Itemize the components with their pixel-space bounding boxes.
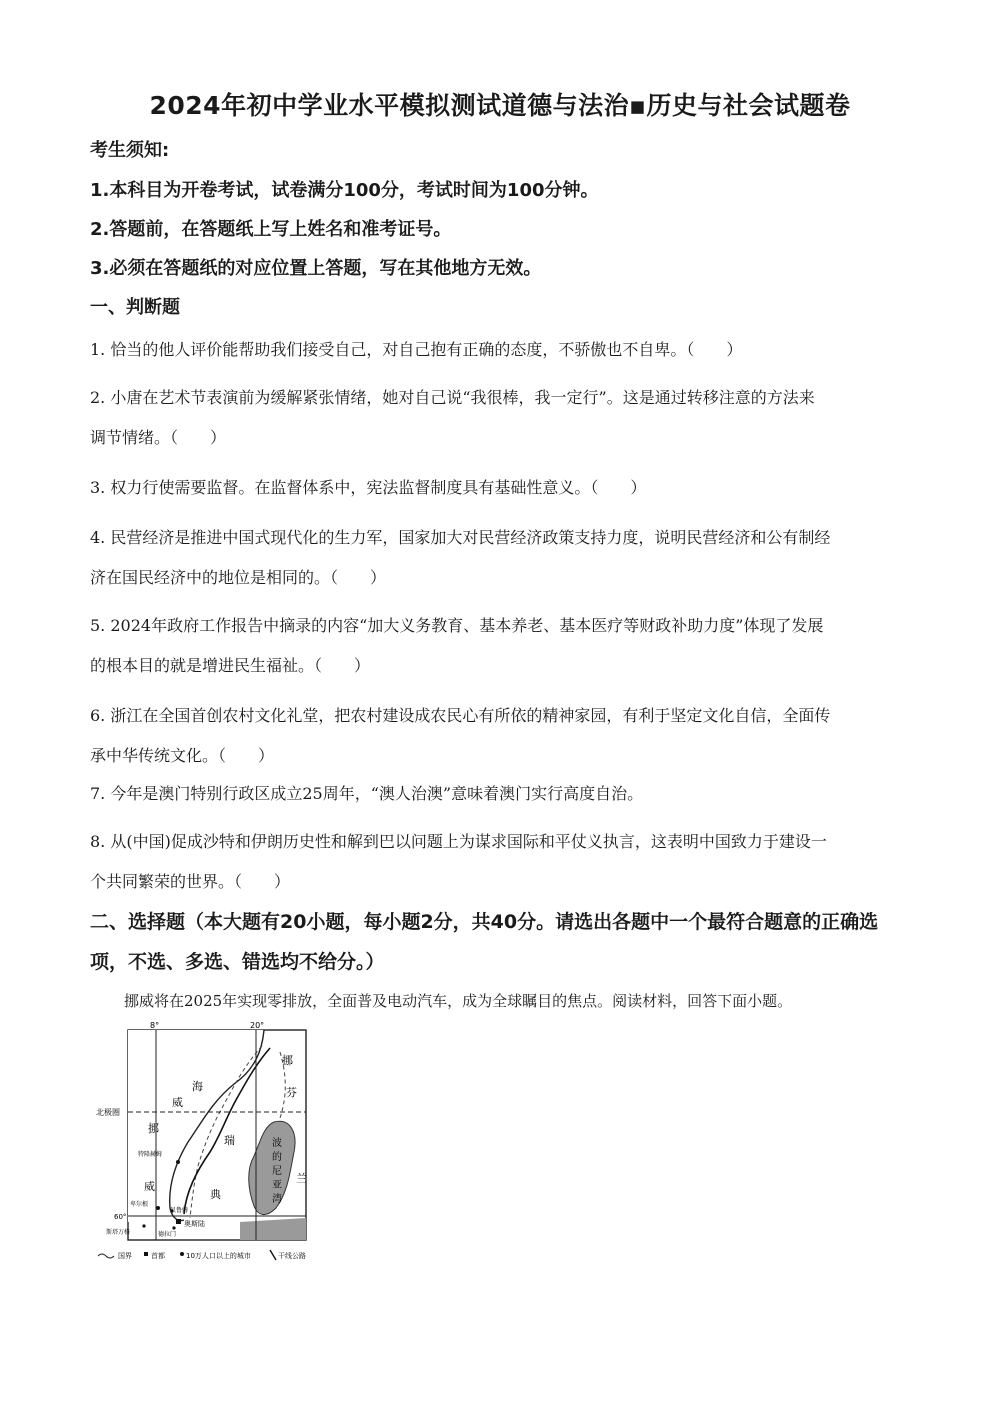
city-label: 卑尔根 (130, 1201, 149, 1208)
question-text: 1. 恰当的他人评价能帮助我们接受自己，对自己抱有正确的态度，不骄傲也不自卑。（ ） (90, 340, 743, 359)
question-7 (90, 774, 910, 814)
lon-label: 20° (250, 1022, 265, 1030)
question-text: 个共同繁荣的世界。（ ） (90, 872, 291, 891)
region-label: 典 (210, 1188, 221, 1201)
capital-marker (176, 1219, 181, 1224)
sea-label: 海 (192, 1080, 203, 1093)
city-marker (176, 1160, 180, 1164)
legend-label: 10万人口以上的城市 (186, 1252, 251, 1260)
question-text: 承中华传统文化。（ ） (90, 746, 275, 765)
legend-highway-symbol (270, 1250, 276, 1260)
region-label: 瑞 (224, 1134, 235, 1147)
section1-heading: 一、判断题 (90, 297, 180, 318)
legend-city-symbol (180, 1252, 184, 1256)
notice-heading: 考生须知: (90, 140, 170, 161)
question-3 (90, 468, 910, 508)
legend-label: 首都 (151, 1252, 165, 1260)
question-text: 7. 今年是澳门特别行政区成立25周年，“澳人治澳”意味着澳门实行高度自治。 (90, 784, 644, 803)
lon-label: 8° (150, 1022, 160, 1030)
city-label: 贝鲁姆 (170, 1207, 189, 1214)
question-text: 4. 民营经济是推进中国式现代化的生力军，国家加大对民营经济政策支持力度，说明民营经济和公有制经 (90, 528, 831, 547)
city-marker (142, 1224, 145, 1227)
question-text: 调节情绪。（ ） (90, 428, 227, 447)
region-label: 挪 (148, 1122, 159, 1135)
legend-border-symbol (98, 1254, 114, 1258)
section2-heading: 二、选择题（本大题有20小题，每小题2分，共40分。请选出各题中一个最符合题意的正确选项，不选、多选、错选均不给分。） (90, 911, 879, 973)
region-label: 威 (144, 1180, 155, 1193)
question-text: 2. 小唐在艺术节表演前为缓解紧张情绪，她对自己说“我很棒，我一定行”。这是通过转移注意的方法来 (90, 388, 815, 407)
question-8 (90, 822, 910, 902)
legend-label: 国界 (118, 1252, 132, 1260)
notice-item: 2.答题前，在答题纸上写上姓名和准考证号。 (90, 219, 452, 240)
question-text: 5. 2024年政府工作报告中摘录的内容“加大义务教育、基本养老、基本医疗等财政补助力度”体现了发展 (90, 616, 824, 635)
gulf-label: 尼 (272, 1166, 282, 1177)
question-text: 的根本目的就是增进民生福祉。（ ） (90, 656, 371, 675)
city-label: 特隆赫姆 (138, 1151, 163, 1158)
region-label: 挪 (282, 1054, 293, 1067)
region-label: 芬 (286, 1086, 297, 1099)
question-1 (90, 330, 910, 370)
city-label: 奥斯陆 (184, 1220, 205, 1228)
question-2 (90, 378, 910, 458)
lat-label: 北极圈 (96, 1108, 120, 1117)
question-text: 8. 从(中国)促成沙特和伊朗历史性和解到巴以问题上为谋求国际和平仗义执言，这表明中国致力于建设一 (90, 832, 827, 851)
notice-item: 1.本科目为开卷考试，试卷满分100分，考试时间为100分钟。 (90, 180, 599, 201)
region-label: 威 (172, 1096, 183, 1109)
city-marker (156, 1206, 160, 1210)
city-marker (172, 1226, 175, 1229)
lat-label: 60° (114, 1213, 127, 1221)
question-text: 6. 浙江在全国首创农村文化礼堂，把农村建设成农民心有所依的精神家园，有利于坚定文化自信，全面传 (90, 706, 831, 725)
city-label: 斯塔万格 (106, 1229, 131, 1236)
notice-item: 3.必须在答题纸的对应位置上答题，写在其他地方无效。 (90, 258, 542, 279)
city-label: 德拉门 (158, 1231, 177, 1238)
gulf-label: 湾 (272, 1194, 282, 1205)
region-label: 兰 (296, 1172, 307, 1185)
question-text: 3. 权力行使需要监督。在监督体系中，宪法监督制度具有基础性意义。（ ） (90, 478, 647, 497)
page-title: 2024年初中学业水平模拟测试道德与法治▪历史与社会试题卷 (149, 91, 851, 120)
gulf-label: 波 (272, 1138, 282, 1149)
question-5 (90, 606, 910, 686)
question-text: 济在国民经济中的地位是相同的。（ ） (90, 568, 387, 587)
question-4 (90, 518, 910, 598)
section2-intro: 挪威将在2025年实现零排放，全面普及电动汽车，成为全球瞩目的焦点。阅读材料，回答下面小题。 (124, 992, 793, 1010)
legend-capital-symbol (144, 1252, 148, 1256)
question-6 (90, 696, 910, 776)
gulf-label: 的 (272, 1152, 282, 1163)
gulf-label: 亚 (272, 1180, 282, 1191)
scandinavia-map (94, 1022, 334, 1262)
legend-label: 干线公路 (278, 1252, 306, 1260)
